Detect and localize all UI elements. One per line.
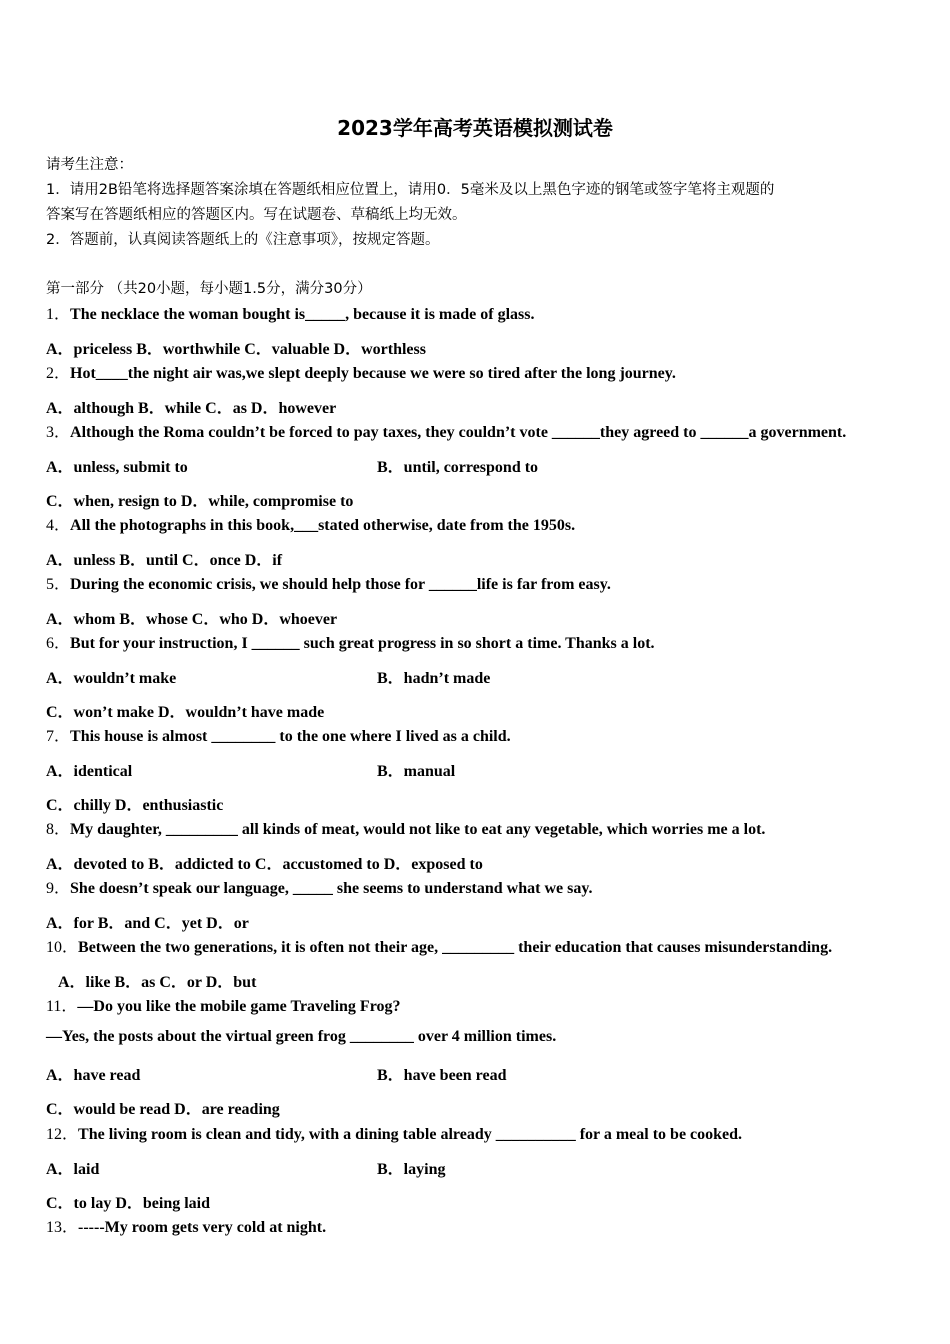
question-number: 11． xyxy=(46,998,78,1015)
question-stem: During the economic crisis, we should help those for ______life is far from easy. xyxy=(70,576,611,593)
question-stem: -----My room gets very cold at night. xyxy=(78,1219,327,1236)
option-3b: B．until, correspond to xyxy=(377,459,539,476)
question-11-reply: —Yes, the posts about the virtual green frog ________ over 4 million times. xyxy=(46,1028,557,1045)
question-1 xyxy=(46,301,534,324)
options-3cd: C．when, resign to D．while, compromise to xyxy=(46,493,354,510)
question-stem: Hot____the night air was,we slept deeply because we were so tired after the long journey. xyxy=(70,365,676,382)
options-4: A．unless B．until C．once D．if xyxy=(46,552,283,569)
notice-line-2: 2．答题前，认真阅读答题纸上的《注意事项》，按规定答题。 xyxy=(46,232,440,248)
options-1: A．priceless B．worthwhile C．valuable D．worthless xyxy=(46,341,426,358)
question-number: 13． xyxy=(46,1219,79,1236)
question-5 xyxy=(46,571,611,594)
question-2 xyxy=(46,360,676,383)
question-stem: The necklace the woman bought is_____, because it is made of glass. xyxy=(70,306,535,323)
question-stem: The living room is clean and tidy, with a dining table already __________ for a meal to be cooked. xyxy=(78,1126,743,1143)
question-stem: All the photographs in this book,___stated otherwise, date from the 1950s. xyxy=(70,517,576,534)
question-stem: Between the two generations, it is often not their age, _________ their education that causes misunderstanding. xyxy=(78,939,833,956)
question-number: 6． xyxy=(46,635,71,652)
option-6a: A．wouldn’t make xyxy=(46,670,177,687)
question-11 xyxy=(46,993,401,1016)
question-13 xyxy=(46,1214,326,1237)
question-4 xyxy=(46,512,575,535)
question-10 xyxy=(46,934,832,957)
question-number: 12． xyxy=(46,1126,79,1143)
options-6cd: C．won’t make D．wouldn’t have made xyxy=(46,704,325,721)
question-stem: Although the Roma couldn’t be forced to pay taxes, they couldn’t vote ______they agreed to ______a government. xyxy=(70,424,847,441)
question-number: 8． xyxy=(46,821,71,838)
option-6b: B．hadn’t made xyxy=(377,670,491,687)
question-number: 1． xyxy=(46,306,71,323)
question-number: 7． xyxy=(46,728,71,745)
options-10: A．like B．as C．or D．but xyxy=(58,974,257,991)
question-stem: But for your instruction, I ______ such great progress in so short a time. Thanks a lot. xyxy=(70,635,655,652)
options-12cd: C．to lay D．being laid xyxy=(46,1195,211,1212)
question-stem: My daughter, _________ all kinds of meat, would not like to eat any vegetable, which worries me a lot. xyxy=(70,821,766,838)
question-12 xyxy=(46,1121,742,1144)
option-12a: A．laid xyxy=(46,1161,100,1178)
notice-heading: 请考生注意： xyxy=(46,157,133,173)
question-number: 5． xyxy=(46,576,71,593)
question-number: 2． xyxy=(46,365,71,382)
options-2: A．although B．while C．as D．however xyxy=(46,400,337,417)
part1-heading: 第一部分 （共20小题，每小题1.5分，满分30分） xyxy=(46,281,372,297)
question-9 xyxy=(46,875,592,898)
option-11a: A．have read xyxy=(46,1067,141,1084)
options-11cd: C．would be read D．are reading xyxy=(46,1101,280,1118)
question-number: 4． xyxy=(46,517,71,534)
question-3 xyxy=(46,419,846,442)
question-stem: —Do you like the mobile game Traveling Frog? xyxy=(77,998,401,1015)
question-stem: This house is almost ________ to the one where I lived as a child. xyxy=(70,728,511,745)
notice-line-1a: 1．请用2B铅笔将选择题答案涂填在答题纸相应位置上，请用0．5毫米及以上黑色字迹的钢笔或签字笔将主观题的 xyxy=(46,182,775,198)
page-title: 2023学年高考英语模拟测试卷 xyxy=(337,116,613,140)
question-number: 3． xyxy=(46,424,71,441)
question-7 xyxy=(46,723,511,746)
option-7b: B．manual xyxy=(377,763,456,780)
option-11b: B．have been read xyxy=(377,1067,507,1084)
options-8: A．devoted to B．addicted to C．accustomed to D．exposed to xyxy=(46,856,483,873)
notice-line-1b: 答案写在答题纸相应的答题区内。写在试题卷、草稿纸上均无效。 xyxy=(46,207,467,223)
question-8 xyxy=(46,816,765,839)
question-number: 10． xyxy=(46,939,79,956)
option-12b: B．laying xyxy=(377,1161,446,1178)
options-7cd: C．chilly D．enthusiastic xyxy=(46,797,224,814)
question-stem: She doesn’t speak our language, _____ she seems to understand what we say. xyxy=(70,880,593,897)
options-9: A．for B．and C．yet D．or xyxy=(46,915,249,932)
option-3a: A．unless, submit to xyxy=(46,459,188,476)
option-7a: A．identical xyxy=(46,763,133,780)
options-5: A．whom B．whose C．who D．whoever xyxy=(46,611,338,628)
question-6 xyxy=(46,630,655,653)
question-number: 9． xyxy=(46,880,71,897)
